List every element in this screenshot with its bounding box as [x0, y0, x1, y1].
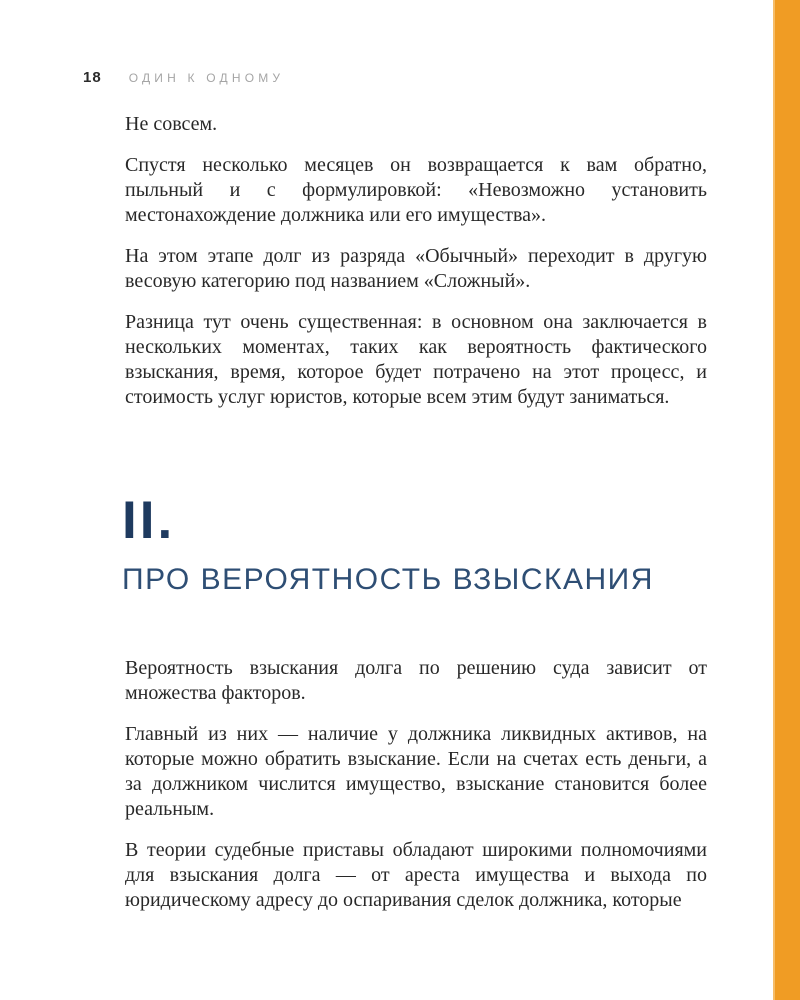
section-number-heading: II.: [122, 491, 176, 550]
body-paragraph: Не совсем.: [125, 113, 218, 135]
body-paragraph: Разница тут очень существенная: в основном она заключается в нескольких моментах, таких как вероятность фактического взыскания, время, которое будет потрачено на этот процесс, и стоимость услуг юристов, которые всем этим будут заниматься.: [125, 311, 707, 408]
accent-stripe: [773, 0, 800, 1000]
running-header: [83, 69, 284, 86]
body-paragraph: Вероятность взыскания долга по решению суда зависит от множества факторов.: [125, 657, 707, 704]
section-title-heading: ПРО ВЕРОЯТНОСТЬ ВЗЫСКАНИЯ: [122, 563, 654, 596]
page-number: 18: [83, 69, 102, 86]
body-text-after-heading: [125, 656, 707, 913]
body-paragraph: На этом этапе долг из разряда «Обычный» переходит в другую весовую категорию под названием «Сложный».: [125, 245, 707, 292]
running-title: ОДИН К ОДНОМУ: [128, 71, 285, 85]
body-paragraph: В теории судебные приставы обладают широкими полномочиями для взыскания долга — от ареста имущества и выхода по юридическому адресу до оспаривания сделок должника, которые: [125, 839, 707, 911]
body-paragraph: Главный из них — наличие у должника ликвидных активов, на которые можно обратить взыскание. Если на счетах есть деньги, а за должником числится имущество, взыскание становится более реальным.: [125, 723, 707, 820]
body-text-before-heading: [125, 112, 707, 410]
body-paragraph: Спустя несколько месяцев он возвращается к вам обратно, пыльный и с формулировкой: «Невозможно установить местонахождение должника или его имущества».: [125, 154, 707, 226]
